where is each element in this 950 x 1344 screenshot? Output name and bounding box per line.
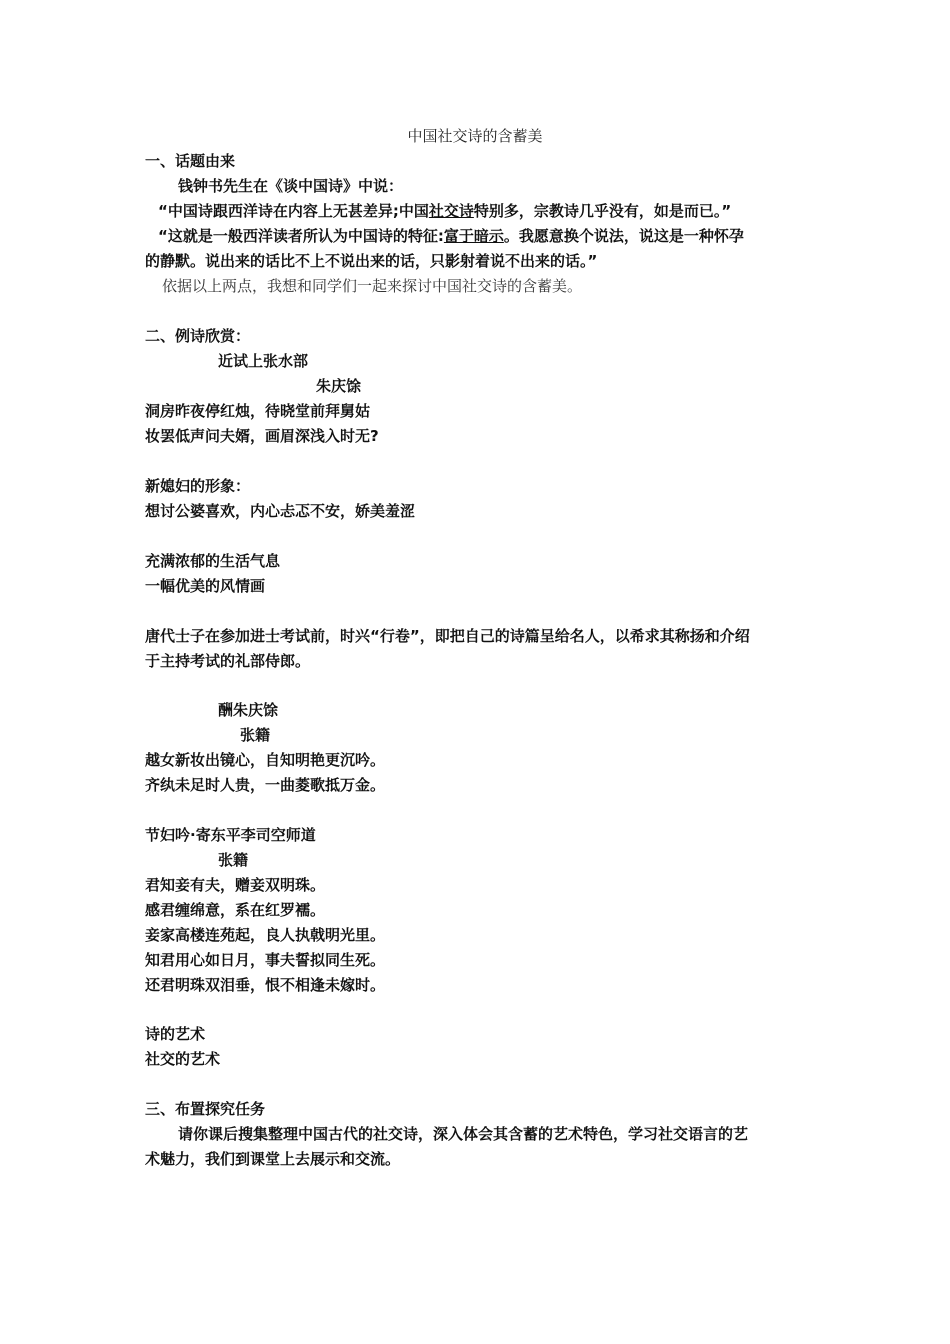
poem2-author: 张籍 (240, 726, 271, 744)
art-line: 诗的艺术 (145, 1025, 206, 1043)
poem3-line: 还君明珠双泪垂，恨不相逢未嫁时。 (145, 976, 386, 994)
quote1-part1: “中国诗跟西洋诗在内容上无甚差异;中国 (158, 202, 429, 220)
poem3-author: 张籍 (218, 851, 249, 869)
quote1-underlined: 社交诗 (428, 202, 474, 220)
poem3-line: 感君缠绵意，系在红罗襦。 (145, 901, 326, 919)
document-title: 中国社交诗的含蓄美 (407, 127, 543, 145)
poem2-line: 齐纨未足时人贵，一曲菱歌抵万金。 (145, 776, 386, 794)
conclusion-line: 依据以上两点，我想和同学们一起来探讨中国社交诗的含蓄美。 (162, 277, 583, 295)
quote2-part1: “这就是一般西洋读者所认为中国诗的特征: (158, 227, 444, 245)
poem2-line: 越女新妆出镜心，自知明艳更沉吟。 (145, 751, 386, 769)
task-line: 请你课后搜集整理中国古代的社交诗，深入体会其含蓄的艺术特色，学习社交语言的艺 (178, 1125, 749, 1143)
poem1-title: 近试上张水部 (218, 352, 309, 370)
note-line: 充满浓郁的生活气息 (145, 552, 281, 570)
section1-heading: 一、话题由来 (145, 152, 236, 170)
quote2-continued: 的静默。说出来的话比不上不说出来的话，只影射着说不出来的话。” (145, 252, 598, 270)
quote2 (158, 224, 744, 248)
poem3-line: 妾家高楼连苑起，良人执戟明光里。 (145, 926, 386, 944)
poem1-author: 朱庆馀 (316, 377, 362, 395)
poem2-title: 酬朱庆馀 (218, 701, 279, 719)
image-description: 想讨公婆喜欢，内心忐忑不安，娇美羞涩 (145, 502, 416, 520)
poem1-line: 妆罢低声问夫婿，画眉深浅入时无? (145, 427, 379, 445)
art-line: 社交的艺术 (145, 1050, 221, 1068)
quote1 (158, 199, 731, 223)
image-label: 新媳妇的形象： (145, 477, 251, 495)
context-line: 于主持考试的礼部侍郎。 (145, 652, 311, 670)
section2-heading: 二、例诗欣赏： (145, 327, 251, 345)
quote1-part2: 特别多，宗教诗几乎没有，如是而已。” (473, 202, 732, 220)
poem3-line: 知君用心如日月，事夫誓拟同生死。 (145, 951, 386, 969)
poem3-title: 节妇吟·寄东平李司空师道 (145, 826, 316, 844)
quote2-part2: 。我愿意换个说法，说这是一种怀孕 (503, 227, 744, 245)
task-line: 术魅力，我们到课堂上去展示和交流。 (145, 1150, 401, 1168)
section3-heading: 三、布置探究任务 (145, 1100, 266, 1118)
intro-line: 钱钟书先生在《谈中国诗》中说： (178, 177, 404, 195)
quote2-underlined: 富于暗示 (443, 227, 504, 245)
note-line: 一幅优美的风情画 (145, 577, 266, 595)
poem3-line: 君知妾有夫，赠妾双明珠。 (145, 876, 326, 894)
context-line: 唐代士子在参加进士考试前，时兴“行卷”，即把自己的诗篇呈给名人，以希求其称扬和介绍 (145, 627, 750, 645)
poem1-line: 洞房昨夜停红烛，待晓堂前拜舅姑 (145, 402, 371, 420)
